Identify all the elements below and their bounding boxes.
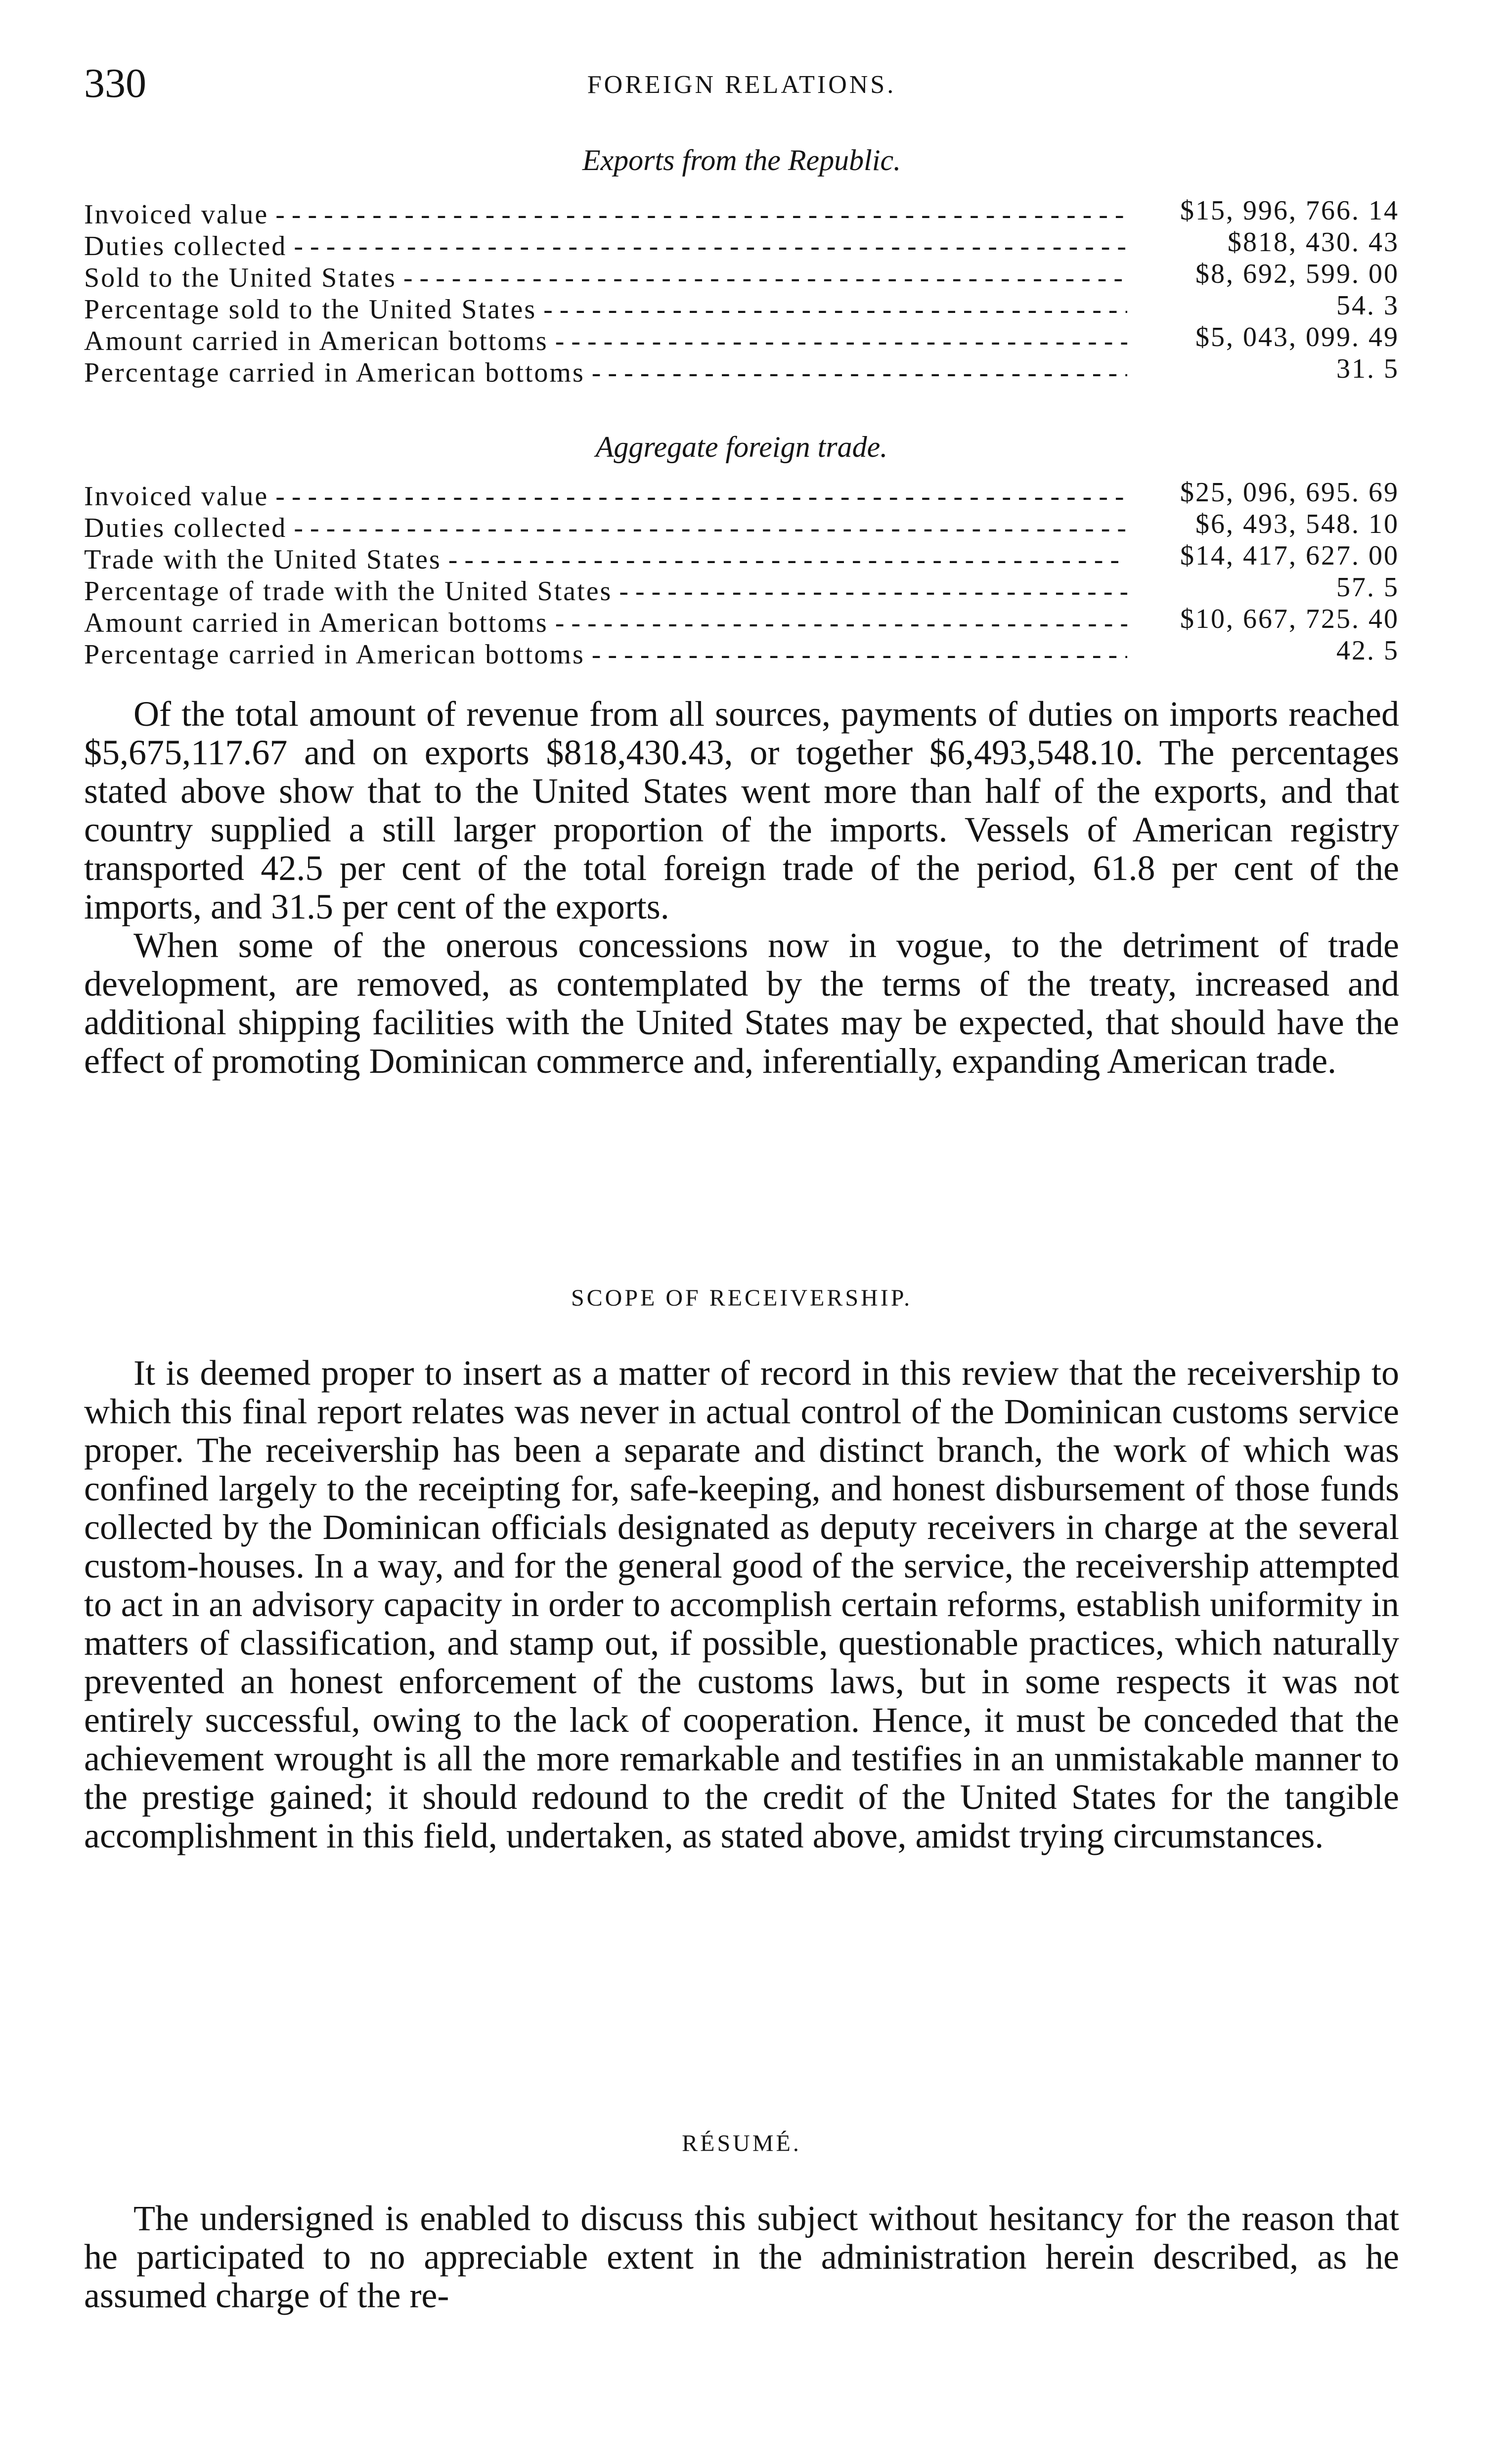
resume-text bbox=[84, 2199, 1399, 2315]
table-row bbox=[84, 323, 1399, 355]
table-row bbox=[84, 510, 1399, 542]
table-row bbox=[84, 260, 1399, 292]
row-label: Percentage carried in American bottoms - - - bbox=[84, 357, 1127, 389]
table-row bbox=[84, 228, 1399, 260]
row-label: Trade with the United States - - - bbox=[84, 544, 1127, 575]
paragraph: The undersigned is enabled to discuss this subject without hesitancy for the reason that he participated to no appreciable extent in the administration herein described, as he assumed charge of the re- bbox=[84, 2199, 1399, 2315]
row-value: 54. 3 bbox=[1336, 290, 1399, 321]
exports-table-caption: Exports from the Republic. bbox=[582, 144, 901, 176]
table-row bbox=[84, 542, 1399, 573]
running-head bbox=[84, 59, 1399, 114]
row-label: Invoiced value - - - bbox=[84, 199, 1127, 230]
section-heading-resume: RÉSUMÉ. bbox=[682, 2130, 801, 2156]
row-value: $8, 692, 599. 00 bbox=[1195, 259, 1399, 289]
row-label: Percentage carried in American bottoms - - - bbox=[84, 639, 1127, 670]
row-label: Invoiced value - - - bbox=[84, 481, 1127, 512]
table-row bbox=[84, 355, 1399, 387]
row-value: $25, 096, 695. 69 bbox=[1180, 477, 1399, 508]
row-label: Sold to the United States - - - bbox=[84, 262, 1127, 294]
table-row bbox=[84, 197, 1399, 228]
page-number: 330 bbox=[84, 60, 146, 106]
paragraph: It is deemed proper to insert as a matter of record in this review that the receivership to which this final report relates was never in actual control of the Dominican customs service proper. The receivership has been a separate and distinct branch, the work of which was confined largely to the receipting for, safe-keeping, and honest disbursement of those funds collected by the Dominican officials designated as deputy receivers in charge at the several custom-houses. In a way, and for the general good of the service, the receivership attempted to act in an advisory capacity in order to accomplish certain reforms, establish uniformity in matters of classification, and stamp out, if possible, questionable practices, which naturally prevented an honest enforcement of the customs laws, but in some respects it was not entirely successful, owing to the lack of cooperation. Hence, it must be conceded that the achievement wrought is all the more remarkable and testifies in an unmistakable manner to the prestige gained; it should redound to the credit of the United States for the tangible accomplishment in this field, undertaken, as stated above, amidst trying circumstances. bbox=[84, 1353, 1399, 1855]
row-value: $818, 430. 43 bbox=[1228, 227, 1399, 258]
row-value: $6, 493, 548. 10 bbox=[1195, 509, 1399, 539]
scope-text bbox=[84, 1354, 1399, 1855]
row-label: Percentage of trade with the United States - - - bbox=[84, 575, 1127, 607]
row-value: $10, 667, 725. 40 bbox=[1180, 604, 1399, 634]
aggregate-table-caption: Aggregate foreign trade. bbox=[595, 431, 888, 463]
row-label: Amount carried in American bottoms - - - bbox=[84, 325, 1127, 357]
section-heading-scope: SCOPE OF RECEIVERSHIP. bbox=[571, 1285, 913, 1311]
row-label: Percentage sold to the United States - - - bbox=[84, 294, 1127, 325]
row-label: Duties collected - - - bbox=[84, 230, 1127, 262]
exports-table bbox=[84, 197, 1399, 387]
body-text bbox=[84, 695, 1399, 1080]
running-title: FOREIGN RELATIONS. bbox=[587, 71, 896, 99]
paragraph: When some of the onerous concessions now in vogue, to the detriment of trade development, are removed, as contemplated by the terms of the treaty, increased and additional shipping facilities with the United States may be expected, that should have the effect of promoting Dominican commerce and, inferentially, expanding American trade. bbox=[84, 925, 1399, 1081]
row-value: 42. 5 bbox=[1336, 635, 1399, 666]
paragraph: Of the total amount of revenue from all sources, payments of duties on imports reached $5,675,117.67 and on exports $818,430.43, or together $6,493,548.10. The percentages stated above show that to the United States went more than half of the exports, and that country supplied a still larger proportion of the imports. Vessels of American registry transported 42.5 per cent of the total foreign trade of the period, 61.8 per cent of the imports, and 31.5 per cent of the exports. bbox=[84, 694, 1399, 926]
row-value: $14, 417, 627. 00 bbox=[1180, 540, 1399, 571]
table-row bbox=[84, 292, 1399, 323]
row-label: Amount carried in American bottoms - - - bbox=[84, 607, 1127, 639]
table-row bbox=[84, 573, 1399, 605]
table-row bbox=[84, 605, 1399, 637]
table-row bbox=[84, 479, 1399, 510]
row-label: Duties collected - - - bbox=[84, 512, 1127, 544]
table-row bbox=[84, 637, 1399, 668]
row-value: 31. 5 bbox=[1336, 353, 1399, 384]
row-value: $5, 043, 099. 49 bbox=[1195, 322, 1399, 352]
aggregate-table bbox=[84, 479, 1399, 668]
row-value: $15, 996, 766. 14 bbox=[1180, 195, 1399, 226]
row-value: 57. 5 bbox=[1336, 572, 1399, 603]
